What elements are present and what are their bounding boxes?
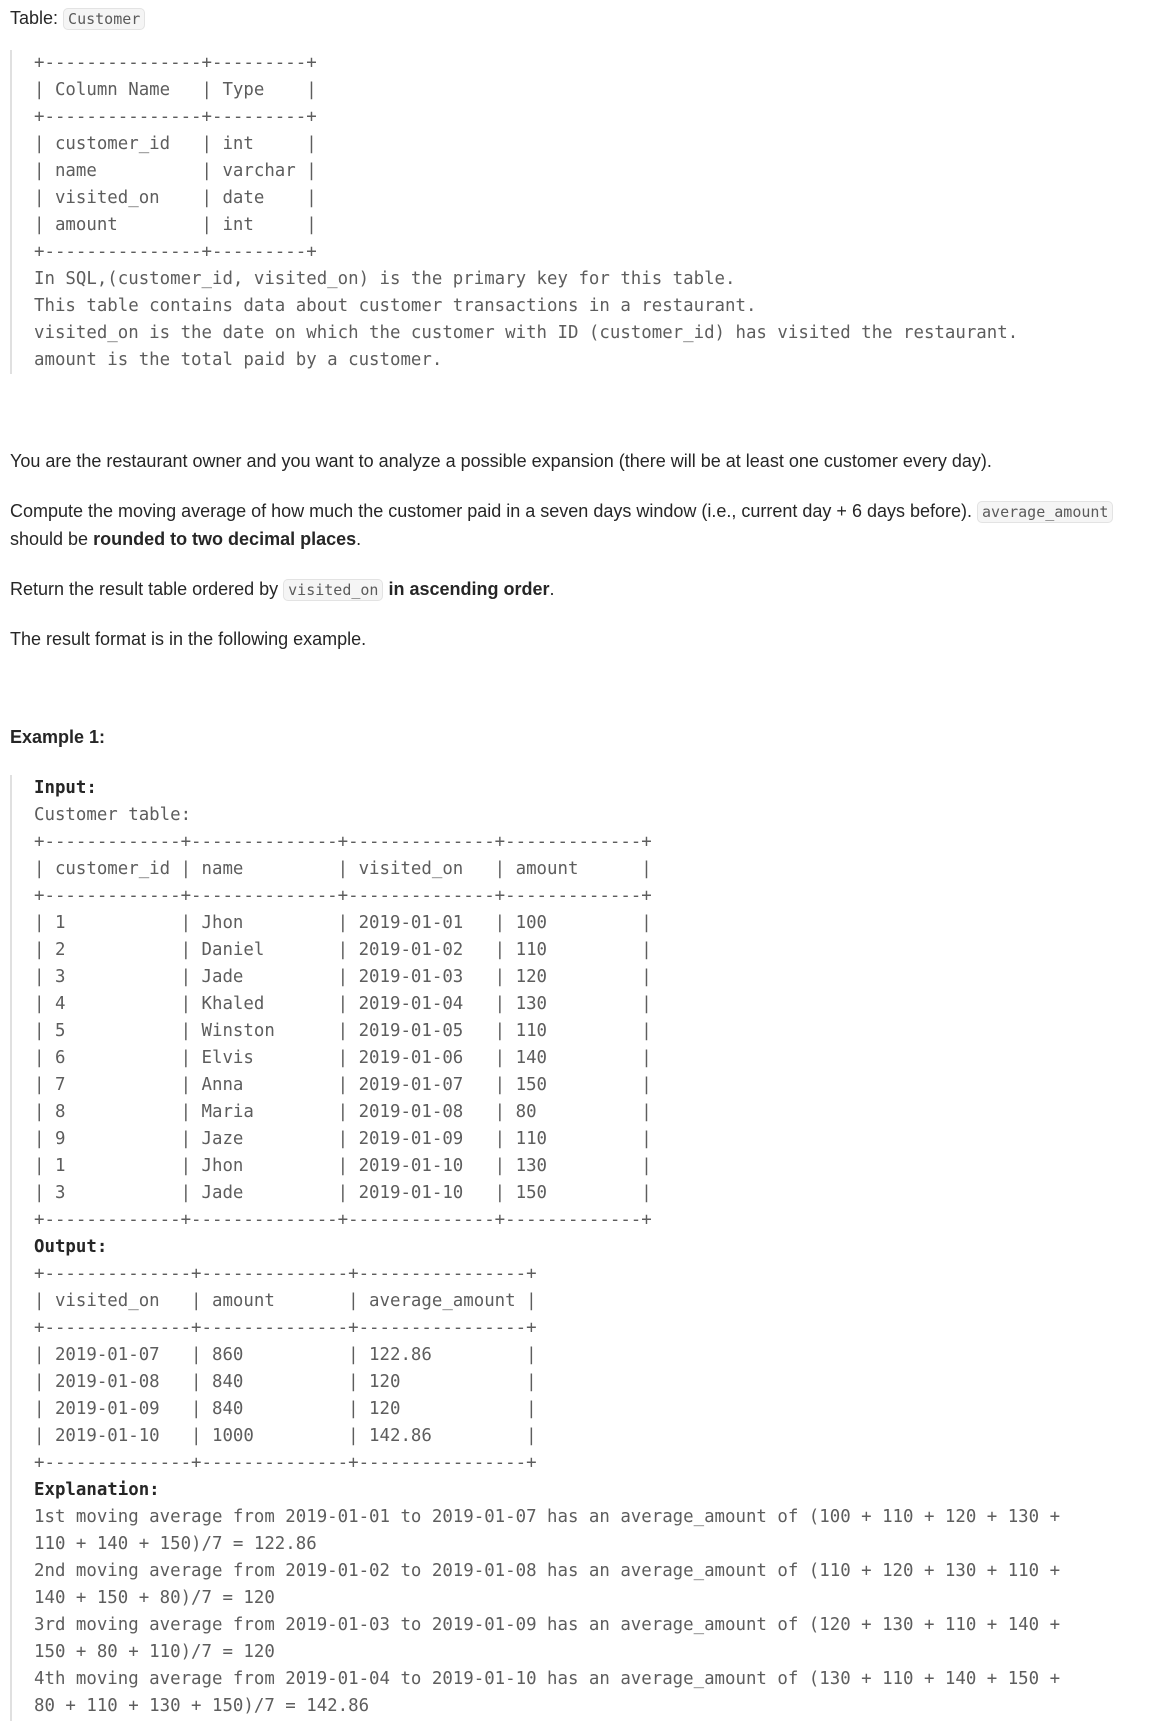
paragraph-moving-average bbox=[10, 498, 1113, 526]
p2-text-c: . bbox=[356, 529, 362, 549]
schema-label: Table: bbox=[10, 8, 64, 28]
schema-block-text: +---------------+---------+ | Column Name | Type | +---------------+---------+ | customer_id | int | | name | varchar | | visited_on | date | | amount | int | +---------------+---------+ In SQL,(customer_id, visited_on) is the primary key for this table. This table contains data about customer transactions in a restaurant. visited_on is the date on which the customer with ID (customer_id) has visited the restaurant. amount is the total paid by a customer. bbox=[34, 53, 1019, 370]
p3-bold: in ascending order bbox=[388, 579, 550, 599]
explanation-label: Explanation: bbox=[34, 1480, 160, 1500]
schema-heading bbox=[10, 5, 145, 32]
input-block-text: Customer table: +-------------+--------------+--------------+-------------+ | customer_id | name | visited_on | amount | +-------------+--------------+--------------+-------------+ | 1 | Jhon | 2019-01-01 | 100 | | 2 | Daniel | 2019-01-02 | 110 | | 3 | Jade | 2019-01-03 | 120 | | 4 | Khaled | 2019-01-04 | 130 | | 5 | Winston | 2019-01-05 | 110 | | 6 | Elvis | 2019-01-06 | 140 | | 7 | Anna | 2019-01-07 | 150 | | 8 | Maria | 2019-01-08 | 80 | | 9 | Jaze | 2019-01-09 | 110 | | 1 | Jhon | 2019-01-10 | 130 | | 3 | Jade | 2019-01-10 | 150 | +-------------+--------------+--------------+-------------+ bbox=[34, 805, 652, 1230]
paragraph-format: The result format is in the following example. bbox=[10, 629, 367, 649]
p2-text-a: Compute the moving average of how much the customer paid in a seven days window (i.e., current day + 6 days before). bbox=[10, 501, 978, 521]
p3-text-c: . bbox=[549, 579, 555, 599]
output-block-text: +--------------+--------------+----------------+ | visited_on | amount | average_amount | +--------------+--------------+----------------+ | 2019-01-07 | 860 | 122.86 | | 2019-01-08 | 840 | 120 | | 2019-01-09 | 840 | 120 | | 2019-01-10 | 1000 | 142.86 | +--------------+--------------+----------------+ bbox=[34, 1264, 537, 1473]
paragraph-expansion: You are the restaurant owner and you want to analyze a possible expansion (there will be at least one customer every day). bbox=[10, 451, 992, 471]
schema-table-name: Customer bbox=[63, 8, 145, 30]
explanation-block-text: 1st moving average from 2019-01-01 to 2019-01-07 has an average_amount of (100 + 110 + 120 + 130 + 110 + 140 + 150)/7 = 122.86 2nd moving average from 2019-01-02 to 2019-01-08 has an average_amount of (110 + 120 + 130 + 110 + 140 + 150 + 80)/7 = 120 3rd moving average from 2019-01-03 to 2019-01-09 has an average_amount of (120 + 130 + 110 + 140 + 150 + 80 + 110)/7 = 120 4th moving average from 2019-01-04 to 2019-01-10 has an average_amount of (130 + 110 + 140 + 150 + 80 + 110 + 130 + 150)/7 = 142.86 bbox=[34, 1507, 1061, 1716]
example-code-block bbox=[10, 775, 1060, 1721]
inline-code-visited-on: visited_on bbox=[283, 579, 383, 601]
example-title: Example 1: bbox=[10, 727, 106, 747]
p3-text-a: Return the result table ordered by bbox=[10, 579, 284, 599]
schema-code-block bbox=[10, 50, 1018, 374]
input-label: Input: bbox=[34, 778, 97, 798]
inline-code-average-amount: average_amount bbox=[977, 501, 1113, 523]
p2-text-b: should be bbox=[10, 529, 94, 549]
paragraph-moving-average-cont bbox=[10, 526, 361, 553]
p2-bold: rounded to two decimal places bbox=[93, 529, 357, 549]
output-label: Output: bbox=[34, 1237, 108, 1257]
paragraph-ordering bbox=[10, 576, 555, 604]
